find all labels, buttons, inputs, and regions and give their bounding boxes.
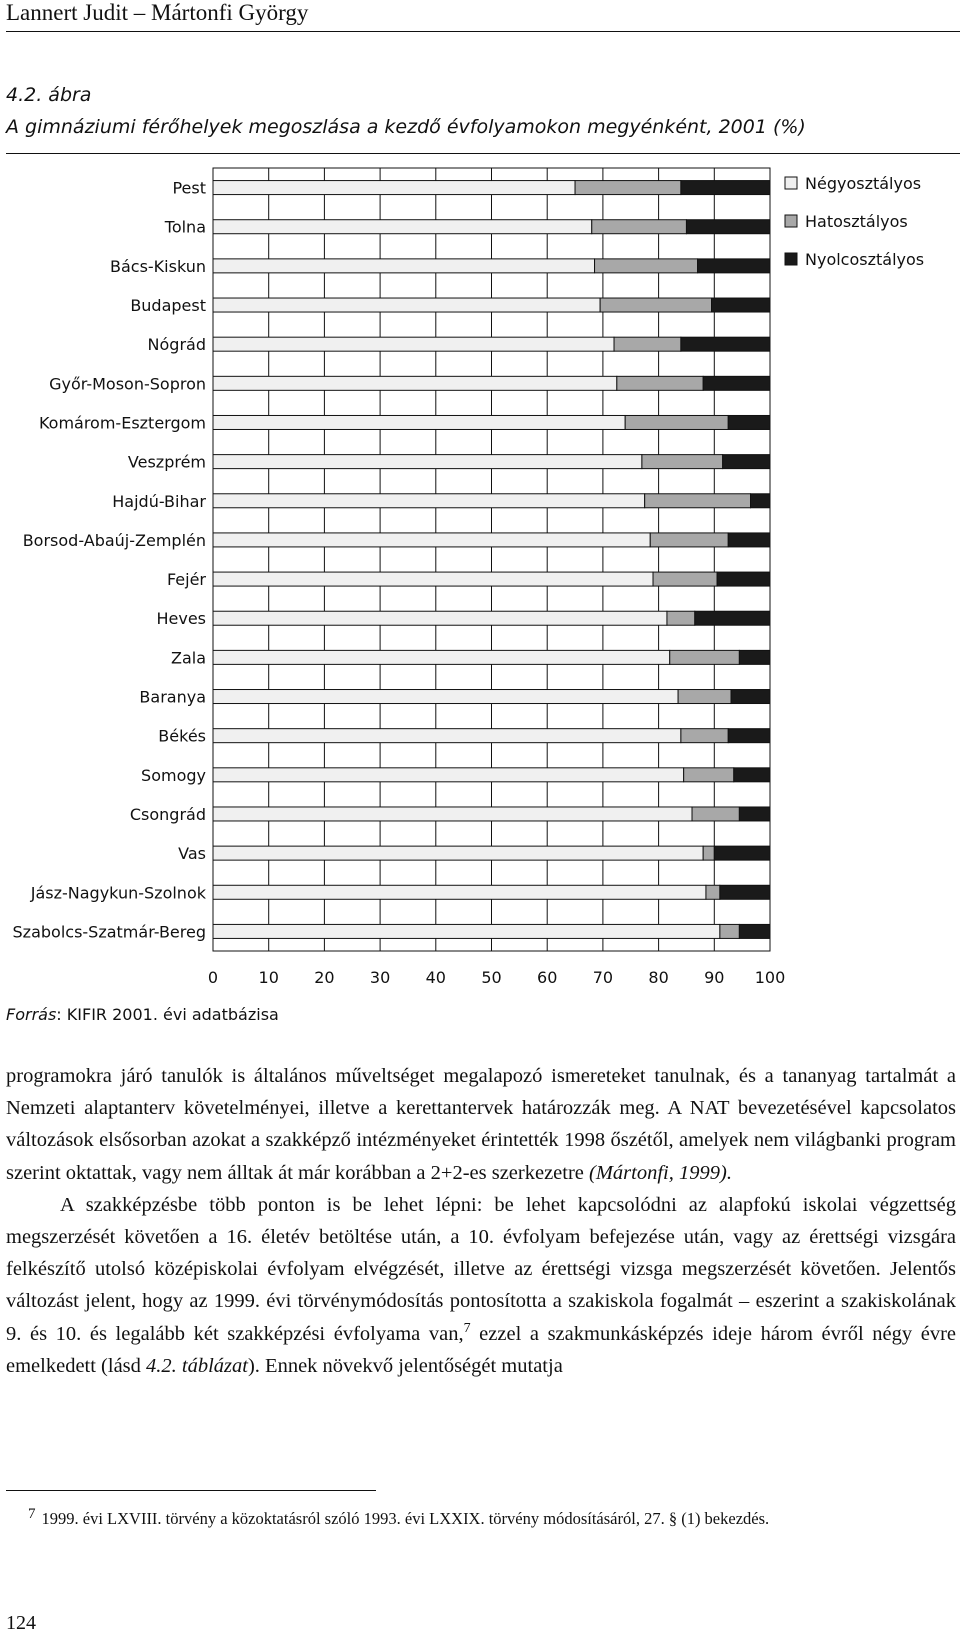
footnote-rule	[6, 1490, 376, 1491]
bar-segment-Négyosztályos	[213, 572, 653, 586]
grid-lines	[213, 168, 770, 951]
category-label: Hajdú-Bihar	[112, 491, 206, 511]
paragraph-1	[6, 1060, 956, 1189]
bar-segment-Hatosztályos	[600, 298, 711, 312]
x-tick-label: 90	[704, 968, 725, 987]
citation: (Mártonfi, 1999).	[589, 1161, 732, 1184]
bar-segment-Hatosztályos	[617, 376, 703, 390]
bar-segment-Négyosztályos	[213, 690, 678, 704]
category-label: Csongrád	[129, 804, 206, 824]
bar-segment-Nyolcosztályos	[751, 494, 770, 508]
bar-segment-Négyosztályos	[213, 259, 595, 273]
category-label: Baranya	[139, 687, 206, 707]
bar-segment-Négyosztályos	[213, 533, 650, 547]
x-tick-labels	[208, 968, 785, 987]
category-label: Somogy	[141, 765, 206, 785]
bar-segment-Négyosztályos	[213, 807, 692, 821]
bar-segment-Négyosztályos	[213, 181, 575, 195]
footnote	[6, 1500, 956, 1533]
category-label: Borsod-Abaúj-Zemplén	[22, 530, 206, 550]
x-tick-label: 60	[537, 968, 558, 987]
bar-segment-Hatosztályos	[684, 768, 734, 782]
source-text: : KIFIR 2001. évi adatbázisa	[56, 1005, 279, 1024]
bar-segment-Négyosztályos	[213, 455, 642, 469]
bar-segment-Nyolcosztályos	[712, 298, 770, 312]
footnote-reference[interactable]: 7	[463, 1320, 471, 1336]
legend-swatch	[785, 253, 797, 265]
bar-segment-Négyosztályos	[213, 611, 667, 625]
category-label: Pest	[172, 178, 206, 198]
bar-segment-Nyolcosztályos	[731, 690, 770, 704]
body-text	[6, 1060, 956, 1382]
x-tick-label: 50	[481, 968, 502, 987]
category-labels	[13, 179, 207, 942]
source-label: Forrás	[6, 1005, 57, 1024]
category-label: Nógrád	[147, 335, 206, 355]
legend-label: Négyosztályos	[805, 174, 922, 193]
bar-segment-Négyosztályos	[213, 415, 625, 429]
category-label: Zala	[170, 648, 206, 668]
legend	[785, 174, 924, 269]
bar-segment-Hatosztályos	[650, 533, 728, 547]
paragraph-2-text-c: ). Ennek növekvő jelentőségét mutatja	[247, 1354, 563, 1377]
bar-segment-Négyosztályos	[213, 846, 703, 860]
bar-segment-Nyolcosztályos	[739, 650, 770, 664]
stacked-bar-chart	[0, 160, 960, 995]
bar-segment-Hatosztályos	[692, 807, 739, 821]
category-label: Heves	[156, 609, 206, 629]
bar-segment-Négyosztályos	[213, 650, 670, 664]
bar-segment-Hatosztályos	[595, 259, 698, 273]
bar-segment-Nyolcosztályos	[728, 729, 770, 743]
paragraph-1-text: programokra járó tanulók is általános műveltséget megalapozó ismereteket tanulnak, és a tananyag tartalmát a Nemzeti alaptanterv követelményei, illetve a kerettantervek határozzák meg. A NAT bevezetésével kapcsolatos változások elsősorban azokat a szakképző intézményeket érintették 1998 őszétől, amelyek nem világbanki program szerint oktattak, vagy nem álltak át már korábban a 2+2-es szerkezetre	[6, 1065, 956, 1184]
bar-segment-Négyosztályos	[213, 885, 706, 899]
bar-segment-Hatosztályos	[681, 729, 728, 743]
table-reference[interactable]: 4.2. táblázat	[146, 1354, 248, 1377]
bar-segment-Nyolcosztályos	[734, 768, 770, 782]
bar-segment-Hatosztályos	[667, 611, 695, 625]
x-tick-label: 100	[754, 968, 786, 987]
x-tick-label: 70	[592, 968, 614, 987]
bar-segment-Nyolcosztályos	[695, 611, 770, 625]
bar-segment-Hatosztályos	[625, 415, 728, 429]
bar-segment-Hatosztályos	[653, 572, 717, 586]
bar-segment-Nyolcosztályos	[681, 181, 770, 195]
bar-segment-Nyolcosztályos	[739, 924, 770, 938]
category-label: Komárom-Esztergom	[38, 413, 206, 433]
bar-segment-Hatosztályos	[706, 885, 720, 899]
x-tick-label: 20	[314, 968, 335, 987]
bar-segment-Négyosztályos	[213, 924, 720, 938]
category-label: Vas	[178, 844, 206, 864]
footnote-mark: 7	[28, 1506, 36, 1522]
running-header: Lannert Judit – Mártonfi György	[6, 0, 309, 25]
paragraph-2-text: A szakképzésbe több ponton is be lehet lépni: be lehet kapcsolódni az alapfokú iskolai végzettség megszerzését követően a 16. életév betöltése után, a 10. évfolyam befejezése után, vagy az érettségi vizsgára felkészítő utolsó középiskolai évfolyam elvégzését, illetve az érettségi vizsga megszerzését követően. Jelentős változást jelent, hogy az 1999. évi törvénymódosítás pontosította a szakiskola fogalmát – eszerint a szakiskolának 9. és 10. és legalább két szakképzési évfolyama van,	[6, 1193, 956, 1345]
legend-swatch	[785, 215, 797, 227]
bar-segment-Négyosztályos	[213, 220, 592, 234]
x-tick-label: 10	[258, 968, 279, 987]
figure-rule	[6, 153, 960, 154]
figure-title: A gimnáziumi férőhelyek megoszlása a kezdő évfolyamokon megyénként, 2001 (%)	[6, 116, 806, 138]
bar-segment-Nyolcosztályos	[720, 885, 770, 899]
bar-segment-Négyosztályos	[213, 729, 681, 743]
bar-segment-Nyolcosztályos	[681, 337, 770, 351]
legend-label: Hatosztályos	[805, 212, 908, 231]
bar-segment-Négyosztályos	[213, 768, 684, 782]
bar-segment-Nyolcosztályos	[717, 572, 770, 586]
category-label: Bács-Kiskun	[109, 256, 206, 276]
bar-segment-Hatosztályos	[645, 494, 751, 508]
bar-segment-Hatosztályos	[703, 846, 714, 860]
page-number: 124	[6, 1612, 36, 1634]
legend-label: Nyolcosztályos	[805, 250, 925, 269]
category-label: Szabolcs-Szatmár-Bereg	[12, 922, 206, 942]
figure-source	[6, 1005, 279, 1024]
bar-segment-Nyolcosztályos	[698, 259, 770, 273]
legend-swatch	[785, 177, 797, 189]
x-tick-label: 30	[369, 968, 391, 987]
bar-segment-Hatosztályos	[670, 650, 740, 664]
x-tick-label: 0	[207, 968, 219, 987]
x-tick-label: 80	[648, 968, 669, 987]
bar-segment-Négyosztályos	[213, 337, 614, 351]
bar-segment-Nyolcosztályos	[728, 415, 770, 429]
bar-segment-Nyolcosztályos	[686, 220, 770, 234]
paragraph-2-text-b: ezzel a szakmunkásképzés ideje három évről négy évre emelkedett (lásd	[6, 1322, 956, 1377]
category-label: Budapest	[130, 296, 206, 316]
bar-segment-Nyolcosztályos	[723, 455, 770, 469]
bar-segment-Négyosztályos	[213, 298, 600, 312]
category-label: Veszprém	[127, 452, 206, 472]
bar-segment-Nyolcosztályos	[728, 533, 770, 547]
bar-segment-Négyosztályos	[213, 494, 645, 508]
bar-segment-Hatosztályos	[720, 924, 739, 938]
bar-segment-Négyosztályos	[213, 376, 617, 390]
bar-segment-Nyolcosztályos	[739, 807, 770, 821]
category-label: Jász-Nagykun-Szolnok	[30, 883, 206, 903]
bar-segment-Hatosztályos	[592, 220, 687, 234]
category-label: Győr-Moson-Sopron	[49, 374, 206, 394]
bar-segment-Hatosztályos	[642, 455, 723, 469]
bar-segment-Nyolcosztályos	[703, 376, 770, 390]
bar-segment-Nyolcosztályos	[714, 846, 770, 860]
category-label: Tolna	[164, 217, 206, 237]
x-tick-label: 40	[425, 968, 446, 987]
paragraph-2	[6, 1189, 956, 1382]
footnote-text: 1999. évi LXVIII. törvény a közoktatásról szóló 1993. évi LXXIX. törvény módosításáról, 27. § (1) bekezdés.	[41, 1509, 770, 1528]
header-rule	[6, 31, 960, 32]
category-label: Fejér	[166, 570, 206, 590]
bar-segment-Hatosztályos	[575, 181, 681, 195]
figure-number: 4.2. ábra	[6, 84, 92, 106]
bar-segment-Hatosztályos	[614, 337, 681, 351]
bar-segment-Hatosztályos	[678, 690, 731, 704]
category-label: Békés	[158, 726, 206, 746]
